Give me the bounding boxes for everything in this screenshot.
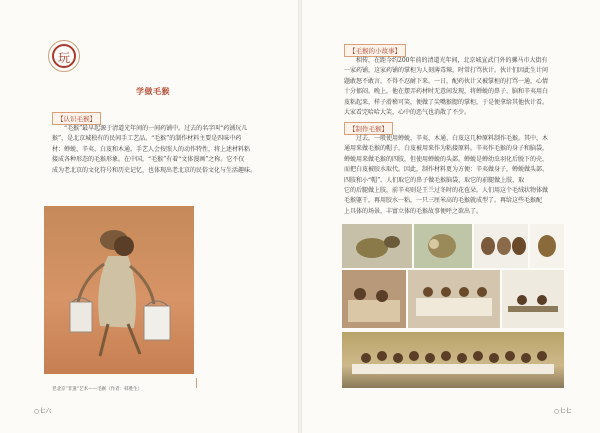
page-number-left: ○七六 <box>34 408 52 415</box>
section-heading-story: 【毛猴的小故事】 <box>344 44 406 57</box>
photo-caption: 老北京“非遗”艺术——毛猴（作者：韩胜生） <box>52 387 143 392</box>
maohou-photo <box>44 206 194 374</box>
article-title: 学做毛猴 <box>136 86 170 96</box>
materials-photo-3 <box>474 224 528 268</box>
section-text-intro: “毛猴”最早起源于清道光年间的一间药铺中。过去的名字叫“药铺玩儿 猴”，是北京城独有的民间手工艺品。“毛猴”的制作材料主要是四味中药 材：蝉蜕、辛夷、白芨和木通。手艺人会按照人的动作特性，将上述材料粘 接成各种形态的毛猴形象。在中国，“毛猴”有着“文体漫画”之称。它不仅 成为老北京的文化符号和历史记忆，也体现出老北京的民俗文化与生活趣味。 <box>52 125 257 174</box>
section-text-making: 过去，一般使用蝉蜕、辛夷、木通、白芨这几种原料制作毛猴。其中，木 通用来做毛猴的帽子，白芨被用来作为粘接原料。辛夷作毛猴的身子和脑袋， 蝉蜕用来做毛猴的四肢，但使用蝉蜕的头部。蝉蜕是蝉幼虫羽化后脱下的壳， 而把白芨被胶水取代。因此，制作材料更为方便：辛夷做身子，蝉蜕做头部、 四肢和小“帽”。人们取它的鼻子做毛猴脑袋，取它的前腿做上肢，取 它的后腿做上肢。前辛夷则是王兰过冬时的花苞朵。人们用这个毛绒状物体做 毛猴躯干，再用胶水一粘，一只三厘米高的毛猴就成型了。再给这些毛猴配 上具体的场景，丰富立体的毛猴故事便呼之欲出了。 <box>344 135 549 215</box>
page-number-right: ○七七 <box>554 408 572 415</box>
scene-photo-3 <box>502 270 564 328</box>
right-page <box>302 0 600 433</box>
materials-photo-1 <box>342 224 412 268</box>
section-heading-intro: 【认识毛猴】 <box>52 112 101 125</box>
maohou-figure-icon <box>44 206 194 374</box>
materials-photo-2 <box>414 224 472 268</box>
left-page <box>0 0 298 433</box>
seal-icon: 玩 <box>52 44 76 68</box>
last-supper-photo <box>342 332 564 388</box>
section-text-story: 相传，在距今约200年前的清道光年间，北京城宣武门外的骡马市大街有 一家药铺，这家药铺的掌柜为人刻薄毒辣，时常打骂伙计。伙计们因此生计问 题敢怒不敢言，不得不忍耐下来。一日，配药伙计又被掌柜的打骂一通，心情 十分郁闷。晚上，他在摆弄药材时无意间发现，将蝉蜕的鼻子、脑和辛夷用白 芨粘起来，样子滑稽可笑，便做了尖嘴猴腮的掌柜，于是便拿给其他伙计看。 大家看完哈哈大笑，心中的恶气也消散了不少。 <box>344 57 549 117</box>
materials-photo-4 <box>530 224 564 268</box>
section-heading-making: 【制作毛猴】 <box>344 122 393 135</box>
scene-photo-1 <box>342 270 406 328</box>
scene-photo-2 <box>408 270 500 328</box>
